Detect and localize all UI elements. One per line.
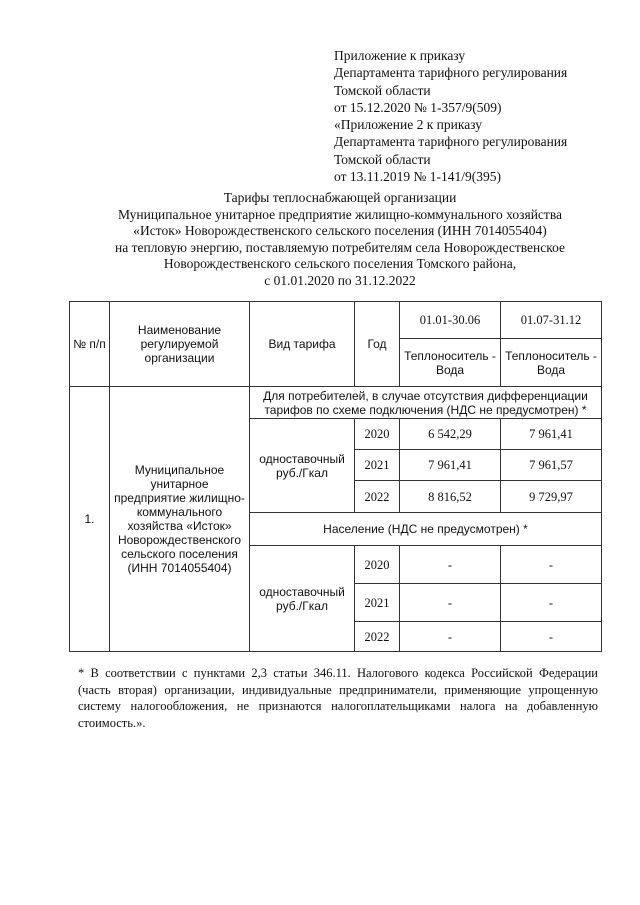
appendix-reference (334, 47, 624, 185)
title-line: с 01.01.2020 по 31.12.2022 (264, 272, 416, 288)
organization-name: Муниципальное унитарное предприятие жилищно-коммунального хозяйства «Исток» Новорождественского сельского поселения (ИНН 7014055404) (110, 387, 250, 652)
header-tariff-type: Вид тарифа (250, 302, 355, 387)
value-cell: - (400, 584, 501, 622)
footnote: * В соответствии с пунктами 2,3 статьи 346.11. Налогового кодекса Российской Федерации (часть вторая) организации, индивидуальные предприниматели, применяющие упрощенную систему налогообложения, не признаются налогоплательщиками налога на добавленную стоимость.». (78, 666, 598, 730)
value-cell: 6 542,29 (400, 419, 501, 450)
value-cell: 7 961,57 (501, 450, 602, 481)
value-cell: - (501, 622, 602, 652)
year-cell: 2022 (355, 622, 400, 652)
tariff-type-cell: одноставочный руб./Гкал (250, 546, 355, 652)
header-num: № п/п (70, 302, 110, 387)
row-number: 1. (70, 387, 110, 652)
header-carrier-1: Теплоноситель - Вода (400, 339, 501, 387)
value-cell: 7 961,41 (501, 419, 602, 450)
appendix-line: от 13.11.2019 № 1-141/9(395) (334, 169, 501, 185)
title-line: «Исток» Новорождественского сельского поселения (ИНН 7014055404) (133, 223, 547, 239)
document-title (60, 190, 620, 290)
header-org: Наименование регулируемой организации (110, 302, 250, 387)
appendix-line: Томской области (334, 151, 431, 167)
tariff-table (69, 301, 602, 652)
header-period-2: 01.07-31.12 (501, 302, 602, 339)
title-line: на тепловую энергию, поставляемую потребителям села Новорождественское (114, 239, 566, 255)
appendix-line: Приложение к приказу (334, 48, 466, 63)
title-line: Муниципальное унитарное предприятие жилищно-коммунального хозяйства (117, 206, 563, 222)
header-row (70, 302, 602, 339)
appendix-line: Томской области (334, 82, 431, 98)
appendix-line: от 15.12.2020 № 1-357/9(509) (334, 99, 502, 115)
year-cell: 2022 (355, 481, 400, 513)
appendix-line: Департамента тарифного регулирования (334, 134, 568, 150)
year-cell: 2021 (355, 584, 400, 622)
value-cell: 7 961,41 (400, 450, 501, 481)
value-cell: 8 816,52 (400, 481, 501, 513)
value-cell: 9 729,97 (501, 481, 602, 513)
appendix-line: «Приложение 2 к приказу (334, 117, 482, 133)
section-label-consumers: Для потребителей, в случае отсутствия дифференциации тарифов по схеме подключения (НДС не предусмотрен) * (250, 387, 602, 419)
header-period-1: 01.01-30.06 (400, 302, 501, 339)
year-cell: 2020 (355, 419, 400, 450)
tariff-type-cell: одноставочный руб./Гкал (250, 419, 355, 513)
section-row (70, 387, 602, 419)
value-cell: - (501, 584, 602, 622)
appendix-line: Департамента тарифного регулирования (334, 65, 568, 81)
year-cell: 2020 (355, 546, 400, 584)
section-label-population: Население (НДС не предусмотрен) * (250, 513, 602, 546)
value-cell: - (400, 622, 501, 652)
header-carrier-2: Теплоноситель - Вода (501, 339, 602, 387)
value-cell: - (400, 546, 501, 584)
title-line: Тарифы теплоснабжающей организации (223, 190, 457, 205)
title-line: Новорождественского сельского поселения Томского района, (163, 256, 517, 272)
header-year: Год (355, 302, 400, 387)
year-cell: 2021 (355, 450, 400, 481)
value-cell: - (501, 546, 602, 584)
